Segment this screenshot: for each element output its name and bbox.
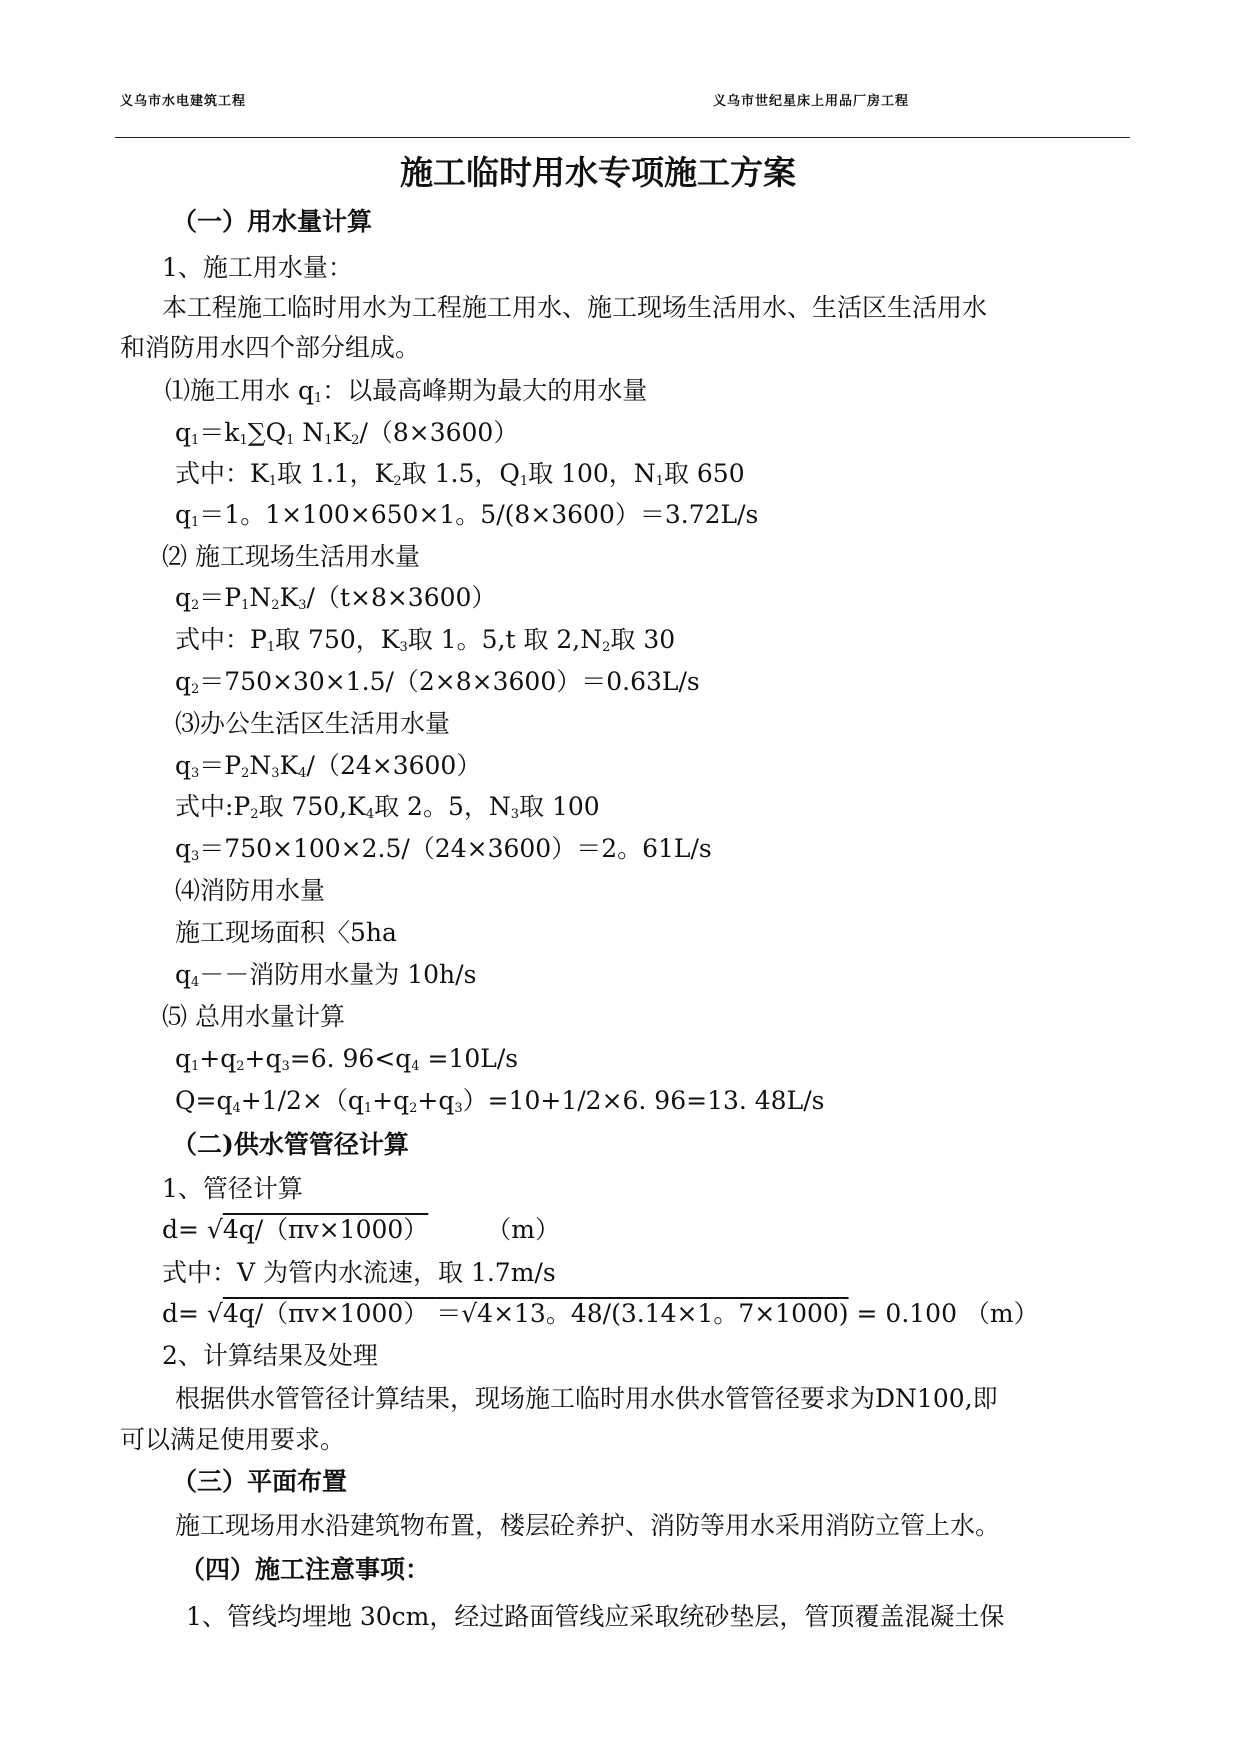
site-area-line: 施工现场面积〈5ha bbox=[175, 918, 397, 947]
formula-q2: $q_2=P_1N_2K_3/(t\times 8\times 3600)$ bbox=[175, 583, 497, 613]
formula-q4: $q_4--$消防用水量为 10h/s bbox=[175, 960, 477, 990]
formula-q1: $q_1=k_1\sum Q_1$ $N_1K_2/(8\times 3600)$ bbox=[175, 418, 519, 448]
header-divider bbox=[115, 137, 1130, 138]
section-4-item-1: 1、管线均埋地 30cm，经过路面管线应采取统砂垫层，管顶覆盖混凝土保 bbox=[186, 1602, 1005, 1631]
office-living-water-heading: ⑶办公生活区生活用水量 bbox=[175, 709, 451, 738]
formula-q2-result: $q_2=750\times 30\times 1.5/(2\times 8\times 3600)=0.63L/s$ bbox=[175, 667, 700, 697]
formula-q2-parameters: 式中：$P_1$取 750，$K_3$取 1。5,t 取 $2,N_2$取 30 bbox=[175, 625, 676, 655]
formula-q3-result: $q_3=750\times 100\times 2.5/(24\times 3600)=2$。61L/s bbox=[175, 834, 712, 864]
section-1-heading: （一）用水量计算 bbox=[172, 207, 373, 236]
section-1-paragraph-line-2: 和消防用水四个部分组成。 bbox=[120, 333, 421, 362]
formula-q3: $q_3=P_2N_3K_4/(24\times 3600)$ bbox=[175, 751, 482, 781]
formula-diameter-result: d= √4q/（πv×1000） ＝√4×13。48/(3.14×1。7×1000) = 0.100 （m） bbox=[162, 1299, 1039, 1328]
formula-q1-parameters: 式中：$K_1$取 1.1，$K_2$取 1.5，$Q_1$取 100，$N_1$取 650 bbox=[175, 459, 745, 489]
section-4-heading: （四）施工注意事项： bbox=[180, 1555, 431, 1584]
section-2-heading: （二)供水管管径计算 bbox=[172, 1130, 409, 1159]
formula-q1-result: $q_1=1$。1×100×650×1。5/(8×3600）＝3.72L/s bbox=[175, 500, 759, 530]
formula-diameter-parameters: 式中：V 为管内水流速，取 1.7m/s bbox=[162, 1258, 556, 1287]
formula-q3-parameters: 式中$:P_2$取 $750,K_4$取 2。5，$N_3$取 100 bbox=[175, 792, 600, 822]
fire-water-heading: ⑷消防用水量 bbox=[175, 876, 326, 905]
section-2-item-1: 1、管径计算 bbox=[162, 1174, 303, 1203]
formula-total-comparison: $q_1+q_2+q_3=6$. $96<q_4 =10L/s$ bbox=[175, 1044, 519, 1074]
document-title: 施工临时用水专项施工方案 bbox=[400, 153, 796, 192]
section-1-paragraph-line-1: 本工程施工临时用水为工程施工用水、施工现场生活用水、生活区生活用水 bbox=[162, 293, 988, 322]
header-left: 义乌市水电建筑工程 bbox=[120, 94, 247, 109]
section-3-paragraph: 施工现场用水沿建筑物布置，楼层砼养护、消防等用水采用消防立管上水。 bbox=[175, 1511, 1001, 1540]
section-1-item-1: 1、施工用水量： bbox=[162, 253, 353, 282]
section-2-item-2: 2、计算结果及处理 bbox=[162, 1341, 378, 1370]
header-right: 义乌市世纪星床上用品厂房工程 bbox=[713, 94, 910, 109]
section-3-heading: （三）平面布置 bbox=[172, 1467, 348, 1496]
total-water-heading: ⑸ 总用水量计算 bbox=[162, 1002, 345, 1031]
section-2-paragraph-line-1: 根据供水管管径计算结果，现场施工临时用水供水管管径要求为DN100,即 bbox=[175, 1384, 998, 1413]
construction-water-heading: ⑴施工用水 $q_1$：以最高峰期为最大的用水量 bbox=[165, 376, 648, 406]
site-living-water-heading: ⑵ 施工现场生活用水量 bbox=[162, 542, 420, 571]
section-2-paragraph-line-2: 可以满足使用要求。 bbox=[120, 1425, 346, 1454]
formula-total-q: $Q=q_4+1/2\times(q_1+q_2+q_3)=10+1/2\times 6$. 96=13. 48L/s bbox=[175, 1086, 825, 1116]
formula-diameter: d= √4q/（πv×1000） （m） bbox=[162, 1215, 561, 1244]
